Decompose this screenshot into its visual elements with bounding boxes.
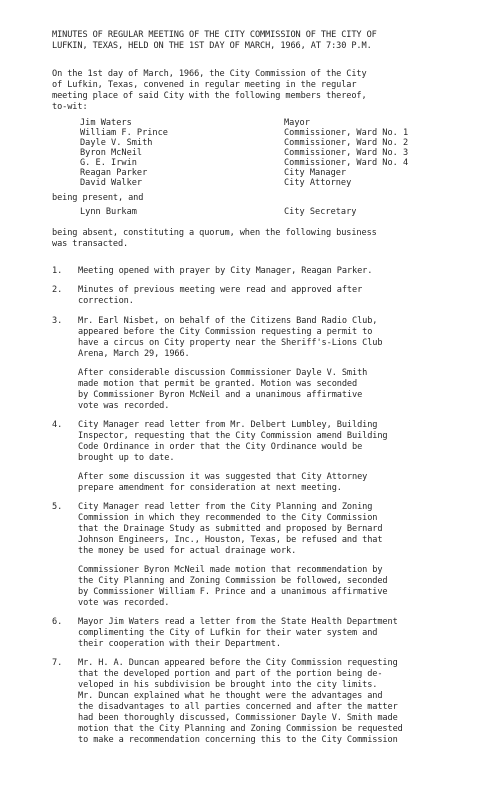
item-line: veloped in his subdivision be brought into the city limits.: [78, 680, 378, 690]
item-line: the money be used for actual drainage work.: [78, 546, 297, 556]
item-line: had been thoroughly discussed, Commissioner Dayle V. Smith made: [78, 713, 398, 723]
heading-line-2: LUFKIN, TEXAS, HELD ON THE 1ST DAY OF MARCH, 1966, AT 7:30 P.M.: [52, 41, 372, 51]
item-line: vote was recorded.: [78, 598, 170, 608]
item-number: 3.: [52, 316, 63, 326]
member-title: Commissioner, Ward No. 3: [284, 148, 409, 158]
intro-line-2: of Lufkin, Texas, convened in regular meeting in the regular: [52, 80, 357, 90]
item-line: After some discussion it was suggested that City Attorney: [78, 472, 368, 482]
secretary-title: City Secretary: [284, 207, 357, 217]
item-line: Minutes of previous meeting were read and approved after: [78, 285, 363, 295]
item-number: 6.: [52, 617, 63, 627]
intro-line-3: meeting place of said City with the following members thereof,: [52, 91, 367, 101]
item-number: 7.: [52, 658, 63, 668]
member-name: G. E. Irwin: [80, 158, 137, 168]
item-line: Mr. H. A. Duncan appeared before the City Commission requesting: [78, 658, 398, 668]
item-line: the disadvantages to all parties concerned and after the matter: [78, 702, 398, 712]
item-line: Inspector, requesting that the City Commission amend Building: [78, 431, 388, 441]
item-line: have a circus on City property near the Sheriff's-Lions Club: [78, 338, 383, 348]
item-line: that the developed portion and part of the portion being de-: [78, 669, 383, 679]
being-present-text: being present, and: [52, 193, 144, 203]
intro-line-1: On the 1st day of March, 1966, the City Commission of the City: [52, 69, 367, 79]
item-line: City Manager read letter from the City Planning and Zoning: [78, 502, 373, 512]
item-line: complimenting the City of Lufkin for their water system and: [78, 628, 378, 638]
member-title: Mayor: [284, 118, 310, 128]
item-line: Code Ordinance in order that the City Ordinance would be: [78, 442, 363, 452]
member-title: City Attorney: [284, 178, 352, 188]
item-line: Johnson Engineers, Inc., Houston, Texas, be refused and that: [78, 535, 383, 545]
member-name: Byron McNeil: [80, 148, 143, 158]
item-line: correction.: [78, 296, 134, 306]
item-line: Meeting opened with prayer by City Manager, Reagan Parker.: [78, 266, 373, 276]
item-line: After considerable discussion Commissioner Dayle V. Smith: [78, 368, 368, 378]
member-title: Commissioner, Ward No. 2: [284, 138, 409, 148]
absent-line-2: was transacted.: [52, 239, 129, 249]
item-line: by Commissioner Byron McNeil and a unanimous affirmative: [78, 390, 363, 400]
secretary-name: Lynn Burkam: [80, 207, 137, 217]
member-title: Commissioner, Ward No. 4: [284, 158, 409, 168]
absent-line-1: being absent, constituting a quorum, when the following business: [52, 228, 377, 238]
item-number: 1.: [52, 266, 63, 276]
item-line: Mr. Duncan explained what he thought were the advantages and: [78, 691, 383, 701]
item-line: vote was recorded.: [78, 401, 170, 411]
member-title: Commissioner, Ward No. 1: [284, 128, 409, 138]
item-number: 2.: [52, 285, 63, 295]
item-line: appeared before the City Commission requesting a permit to: [78, 327, 373, 337]
item-line: to make a recommendation concerning this to the City Commission: [78, 735, 398, 745]
item-line: City Manager read letter from Mr. Delbert Lumbley, Building: [78, 420, 378, 430]
member-title: City Manager: [284, 168, 347, 178]
member-name: Dayle V. Smith: [80, 138, 153, 148]
member-name: Reagan Parker: [80, 168, 148, 178]
item-line: Commissioner Byron McNeil made motion that recommendation by: [78, 565, 383, 575]
intro-line-4: to-wit:: [52, 102, 88, 112]
item-line: their cooperation with their Department.: [78, 639, 281, 649]
heading-line-1: MINUTES OF REGULAR MEETING OF THE CITY COMMISSION OF THE CITY OF: [52, 30, 377, 40]
item-line: the City Planning and Zoning Commission be followed, seconded: [78, 576, 388, 586]
item-line: Arena, March 29, 1966.: [78, 349, 190, 359]
member-name: Jim Waters: [80, 118, 132, 128]
item-line: Commission in which they recommended to the City Commission: [78, 513, 378, 523]
item-line: that the Drainage Study as submitted and proposed by Bernard: [78, 524, 383, 534]
item-number: 5.: [52, 502, 63, 512]
member-name: David Walker: [80, 178, 143, 188]
item-line: Mayor Jim Waters read a letter from the State Health Department: [78, 617, 398, 627]
item-line: by Commissioner William F. Prince and a unanimous affirmative: [78, 587, 388, 597]
member-name: William F. Prince: [80, 128, 168, 138]
item-line: made motion that permit be granted. Motion was seconded: [78, 379, 358, 389]
item-line: motion that the City Planning and Zoning Commission be requested: [78, 724, 403, 734]
item-number: 4.: [52, 420, 63, 430]
item-line: brought up to date.: [78, 453, 175, 463]
item-line: prepare amendment for consideration at next meeting.: [78, 483, 342, 493]
item-line: Mr. Earl Nisbet, on behalf of the Citizens Band Radio Club,: [78, 316, 378, 326]
